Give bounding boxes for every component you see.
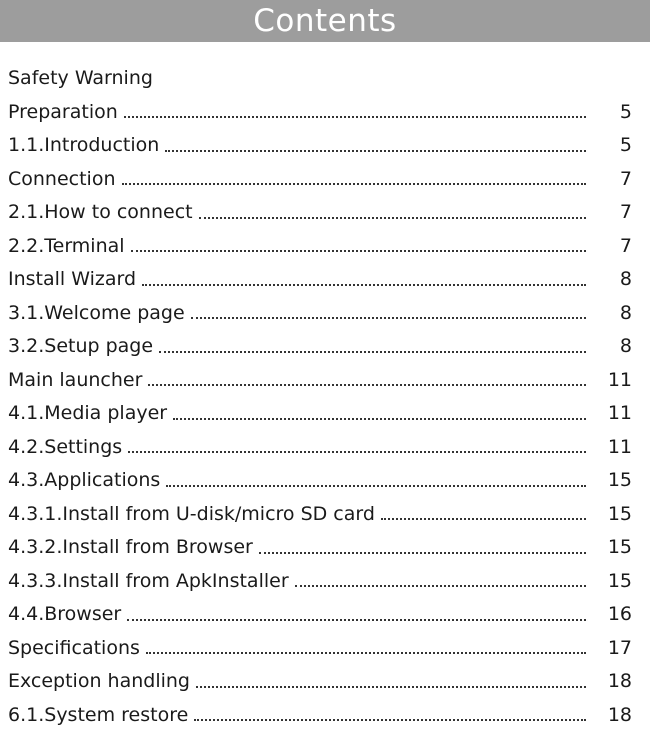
dot-leader <box>173 397 586 431</box>
toc-entry-preparation[interactable] <box>8 96 632 130</box>
toc-entry-install-wizard[interactable] <box>8 263 632 297</box>
dot-leader <box>194 699 586 732</box>
toc-entry-page: 17 <box>592 632 632 666</box>
toc-entry-page: 8 <box>592 330 632 364</box>
toc-entry-terminal[interactable] <box>8 230 632 264</box>
toc-entry-label: Exception handling <box>8 665 190 699</box>
toc-entry-label: 4.4.Browser <box>8 598 121 632</box>
toc-entry-page: 7 <box>592 230 632 264</box>
toc-entry-label: Safety Warning <box>8 62 153 96</box>
toc-entry-label: Install Wizard <box>8 263 136 297</box>
toc-entry-welcome-page[interactable] <box>8 297 632 331</box>
toc-entry-page: 16 <box>592 598 632 632</box>
toc-entry-how-to-connect[interactable] <box>8 196 632 230</box>
toc-entry-install-from-udisk[interactable] <box>8 498 632 532</box>
toc-entry-applications[interactable] <box>8 464 632 498</box>
dot-leader <box>259 531 586 565</box>
toc-entry-introduction[interactable] <box>8 129 632 163</box>
toc-entry-install-from-browser[interactable] <box>8 531 632 565</box>
toc-entry-label: 3.1.Welcome page <box>8 297 185 331</box>
toc-entry-browser[interactable] <box>8 598 632 632</box>
toc-entry-page: 18 <box>592 665 632 699</box>
dot-leader <box>122 163 586 197</box>
dot-leader <box>295 565 586 599</box>
toc-entry-page: 18 <box>592 699 632 732</box>
toc-entry-label: 2.2.Terminal <box>8 230 125 264</box>
dot-leader <box>381 498 586 532</box>
table-of-contents <box>8 62 632 732</box>
toc-entry-page: 8 <box>592 297 632 331</box>
toc-entry-label: 4.3.3.Install from ApkInstaller <box>8 565 289 599</box>
toc-entry-label: 4.3.Applications <box>8 464 160 498</box>
contents-header <box>0 0 650 42</box>
toc-entry-label: Preparation <box>8 96 118 130</box>
toc-entry-system-restore[interactable] <box>8 699 632 732</box>
dot-leader <box>131 230 586 264</box>
toc-entry-page: 11 <box>592 397 632 431</box>
toc-entry-safety-warning[interactable] <box>8 62 632 96</box>
toc-entry-page: 15 <box>592 464 632 498</box>
dot-leader <box>166 464 586 498</box>
dot-leader <box>146 632 586 666</box>
toc-entry-label: 4.2.Settings <box>8 431 122 465</box>
toc-entry-label: 1.1.Introduction <box>8 129 159 163</box>
toc-entry-page: 15 <box>592 498 632 532</box>
toc-entry-page: 11 <box>592 431 632 465</box>
toc-entry-setup-page[interactable] <box>8 330 632 364</box>
toc-entry-label: Connection <box>8 163 116 197</box>
toc-entry-page: 7 <box>592 163 632 197</box>
toc-entry-page: 8 <box>592 263 632 297</box>
toc-entry-specifications[interactable] <box>8 632 632 666</box>
toc-entry-page: 11 <box>592 364 632 398</box>
toc-entry-label: 2.1.How to connect <box>8 196 193 230</box>
toc-entry-label: Specifications <box>8 632 140 666</box>
toc-entry-connection[interactable] <box>8 163 632 197</box>
dot-leader <box>142 263 586 297</box>
toc-entry-page: 7 <box>592 196 632 230</box>
dot-leader <box>165 129 586 163</box>
dot-leader <box>124 96 586 130</box>
toc-entry-label: 6.1.System restore <box>8 699 188 732</box>
toc-entry-install-from-apkinstaller[interactable] <box>8 565 632 599</box>
dot-leader <box>191 297 586 331</box>
dot-leader <box>159 330 586 364</box>
toc-entry-exception-handling[interactable] <box>8 665 632 699</box>
dot-leader <box>128 431 586 465</box>
toc-entry-page: 15 <box>592 531 632 565</box>
toc-entry-page: 15 <box>592 565 632 599</box>
dot-leader <box>127 598 586 632</box>
toc-entry-label: Main launcher <box>8 364 142 398</box>
toc-entry-media-player[interactable] <box>8 397 632 431</box>
toc-entry-main-launcher[interactable] <box>8 364 632 398</box>
page-title: Contents <box>253 0 396 42</box>
toc-entry-page: 5 <box>592 96 632 130</box>
toc-entry-label: 4.1.Media player <box>8 397 167 431</box>
toc-entry-settings[interactable] <box>8 431 632 465</box>
toc-entry-page: 5 <box>592 129 632 163</box>
dot-leader <box>199 196 586 230</box>
dot-leader <box>196 665 586 699</box>
dot-leader <box>148 364 586 398</box>
toc-entry-label: 4.3.2.Install from Browser <box>8 531 253 565</box>
toc-entry-label: 3.2.Setup page <box>8 330 153 364</box>
toc-entry-label: 4.3.1.Install from U-disk/micro SD card <box>8 498 375 532</box>
